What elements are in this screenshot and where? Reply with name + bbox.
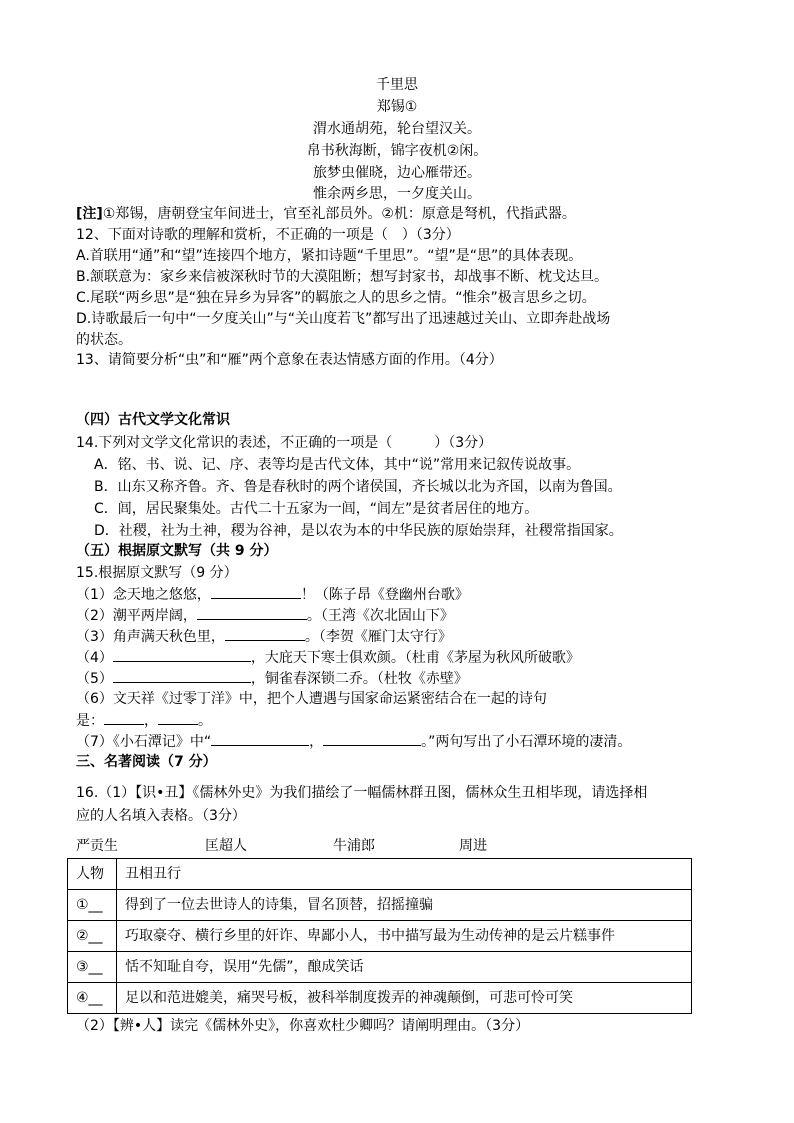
section-4-heading: （四）古代文学文化常识 xyxy=(76,412,230,428)
q14-option-d: D．社稷，社为土神，稷为谷神，是以农为本的中华民族的原始崇拜，社稷常指国家。 xyxy=(94,523,623,539)
q12-option-c: C.尾联“两乡思”是“独在异乡为异客”的羁旅之人的思乡之情。“惟余”极言思乡之切。 xyxy=(76,290,596,306)
period: 。 xyxy=(198,713,212,729)
q15-item-1 xyxy=(76,584,469,605)
row-id-cell[interactable]: ③__ xyxy=(68,952,117,983)
answer-blank[interactable] xyxy=(211,731,309,746)
poem-author: 郑锡① xyxy=(376,99,418,115)
answer-blank[interactable] xyxy=(158,710,198,725)
answer-blank[interactable] xyxy=(211,584,301,599)
q15-item-1-source: ！（陈子昂《登幽州台歌》 xyxy=(300,587,469,603)
note-tag: [注] xyxy=(76,206,103,222)
poem-note xyxy=(76,204,576,224)
poem-line-1: 渭水通胡苑，轮台望汉关。 xyxy=(313,121,481,137)
row-id-cell[interactable]: ①__ xyxy=(68,890,117,921)
row-desc-cell: 得到了一位去世诗人的诗集，冒名顶替，招摇撞骗 xyxy=(117,890,692,921)
q15-item-2-text: （2）潮平两岸阔， xyxy=(76,608,197,624)
q15-item-6-answer xyxy=(76,710,212,731)
q15-item-5-num: （5） xyxy=(76,671,113,687)
answer-blank[interactable] xyxy=(323,731,421,746)
q15-item-5-text: ，铜雀春深锁二乔。（杜牧《赤壁》 xyxy=(250,671,468,687)
poem-title: 千里思 xyxy=(376,77,418,93)
q15-item-6: （6）文天祥《过零丁洋》中，把个人遭遇与国家命运紧密结合在一起的诗句 xyxy=(76,691,547,707)
q13-stem: 13、请简要分析“虫”和“雁”两个意象在表达情感方面的作用。（4分） xyxy=(76,352,503,368)
q12-stem: 12、下面对诗歌的理解和赏析，不正确的一项是（ ）（3分） xyxy=(76,227,460,243)
candidate-names xyxy=(76,836,676,856)
row-desc-cell: 足以和范进媲美，痛哭号板，被科举制度拨弄的神魂颠倒，可悲可怜可笑 xyxy=(117,983,692,1014)
q15-item-2-source: 。（王湾《次北固山下》 xyxy=(306,608,454,624)
q15-item-4 xyxy=(76,647,580,668)
table-row xyxy=(68,890,692,921)
q15-stem: 15.根据原文默写（9 分） xyxy=(76,565,238,581)
row-id-cell[interactable]: ②__ xyxy=(68,921,117,952)
q16-stem-line-2: 应的人名填入表格。（3分） xyxy=(76,808,246,824)
poem-line-2: 帛书秋海断，锦字夜机②闲。 xyxy=(306,143,488,159)
separator: ， xyxy=(309,734,324,750)
q12-option-b: B.颔联意为：家乡来信被深秋时节的大漠阻断；想写封家书，却战事不断、枕戈达旦。 xyxy=(76,269,609,285)
answer-blank[interactable] xyxy=(104,710,144,725)
q15-item-5 xyxy=(76,668,468,689)
q15-item-7 xyxy=(76,731,631,752)
answer-blank[interactable] xyxy=(113,668,251,683)
q15-item-3 xyxy=(76,626,452,647)
table-header-cell: 人物 xyxy=(68,859,117,890)
q15-item-4-text: ，大庇天下寒士俱欢颜。（杜甫《茅屋为秋风所破歌》 xyxy=(250,650,580,666)
q14-option-c: C．闾，居民聚集处。古代二十五家为一闾，“闾左”是贫者居住的地方。 xyxy=(94,501,539,517)
answer-blank[interactable] xyxy=(113,647,251,662)
row-desc-cell: 巧取豪夺、横行乡里的奸诈、卑鄙小人，书中描写最为生动传神的是云片糕事件 xyxy=(117,921,692,952)
poem-line-4: 惟余两乡思，一夕度关山。 xyxy=(313,186,481,202)
table-header-row xyxy=(68,859,692,890)
q15-item-7-tail: 。”两句写出了小石潭环境的凄清。 xyxy=(421,734,632,750)
candidate-name: 匡超人 xyxy=(205,838,247,854)
section-5-heading: （五）根据原文默写（共 9 分） xyxy=(76,543,278,559)
q15-item-2 xyxy=(76,605,454,626)
q14-option-a: A．铭、书、说、记、序、表等均是古代文体，其中“说”常用来记叙传说故事。 xyxy=(94,457,581,473)
q14-option-b: B．山东又称齐鲁。齐、鲁是春秋时的两个诸侯国，齐长城以北为齐国，以南为鲁国。 xyxy=(94,479,622,495)
q15-item-3-text: （3）角声满天秋色里， xyxy=(76,629,225,645)
q14-stem: 14.下列对文学文化常识的表述，不正确的一项是（ ）（3分） xyxy=(76,435,493,451)
row-desc-cell: 恬不知耻自夸，误用“先儒”，酿成笑话 xyxy=(117,952,692,983)
q12-option-a: A.首联用“通”和“望”连接四个地方，紧扣诗题“千里思”。“望”是“思”的具体表现。 xyxy=(76,248,583,264)
candidate-name: 牛浦郎 xyxy=(333,838,375,854)
separator: ， xyxy=(144,713,158,729)
q12-option-d-cont: 的状态。 xyxy=(76,332,132,348)
q12-option-d: D.诗歌最后一句中“一夕度关山”与“关山度若飞”都写出了迅速越过关山、立即奔赴战场 xyxy=(76,311,611,327)
q16-stem-line-1: 16.（1）【识•丑】《儒林外史》为我们描绘了一幅儒林群丑图，儒林众生丑相毕现，请选择相 xyxy=(76,785,648,801)
q15-item-1-text: （1）念天地之悠悠， xyxy=(76,587,211,603)
section-3-heading: 三、名著阅读（7 分） xyxy=(76,754,217,770)
row-id-cell[interactable]: ④__ xyxy=(68,983,117,1014)
table-row xyxy=(68,921,692,952)
answer-blank[interactable] xyxy=(197,605,307,620)
table-row xyxy=(68,983,692,1014)
q15-item-3-source: 。（李贺《雁门太守行》 xyxy=(304,629,452,645)
q15-item-7-text: （7）《小石潭记》中“ xyxy=(76,734,212,750)
table-row xyxy=(68,952,692,983)
q16-sub-question-2: （2）【辨•人】读完《儒林外史》，你喜欢杜少卿吗？请阐明理由。（3分） xyxy=(76,1018,530,1034)
characters-table xyxy=(67,858,692,1014)
poem-line-3: 旅梦虫催晓，边心雁带还。 xyxy=(313,165,481,181)
q15-item-4-num: （4） xyxy=(76,650,113,666)
answer-blank[interactable] xyxy=(225,626,305,641)
table-header-cell: 丑相丑行 xyxy=(117,859,692,890)
note-text: ①郑锡，唐朝登宝年间进士，官至礼部员外。②机：原意是弩机，代指武器。 xyxy=(102,206,576,222)
q15-item-6-label: 是： xyxy=(76,713,104,729)
candidate-name: 周进 xyxy=(459,838,487,854)
candidate-name: 严贡生 xyxy=(76,838,118,854)
